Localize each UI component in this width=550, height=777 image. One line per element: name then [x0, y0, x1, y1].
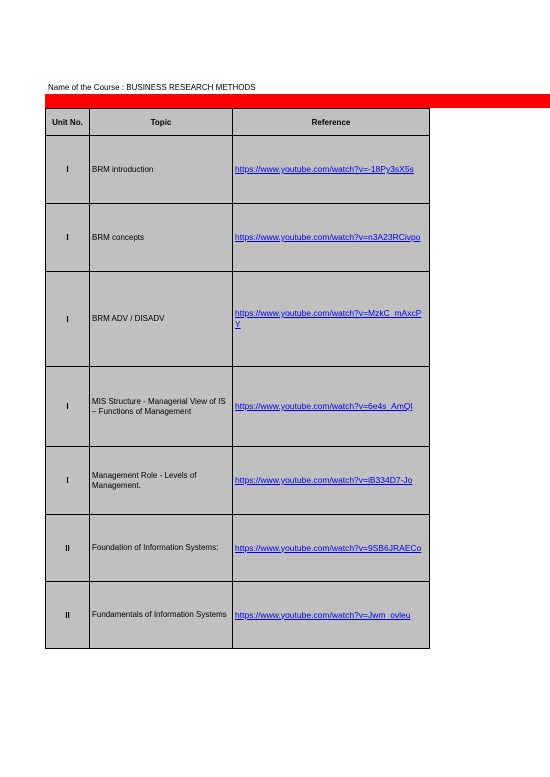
unit-cell: II — [46, 582, 90, 649]
reference-link[interactable]: https://www.youtube.com/watch?v=9SB6JRAECo — [235, 542, 422, 553]
table-row — [46, 582, 430, 649]
header-band — [45, 94, 550, 108]
header-reference: Reference — [233, 109, 430, 136]
table-row — [46, 272, 430, 367]
reference-cell — [233, 515, 430, 582]
topic-cell: Fundamentals of Information Systems — [90, 582, 233, 649]
unit-cell: I — [46, 367, 90, 447]
table-row — [46, 136, 430, 204]
table-row — [46, 367, 430, 447]
unit-cell: I — [46, 272, 90, 367]
reference-link[interactable]: https://www.youtube.com/watch?v=n3A23RCivpo — [235, 232, 421, 242]
table-row — [46, 204, 430, 272]
reference-cell — [233, 582, 430, 649]
header-row — [46, 109, 430, 136]
unit-cell: II — [46, 515, 90, 582]
topic-cell: Foundation of Information Systems: — [90, 515, 233, 582]
topic-cell: Management Role - Levels of Management. — [90, 447, 233, 515]
reference-link[interactable]: https://www.youtube.com/watch?v=6e4s_AmQl — [235, 401, 413, 411]
course-name: Name of the Course : BUSINESS RESEARCH METHODS — [48, 83, 256, 92]
unit-cell: I — [46, 447, 90, 515]
topic-cell: BRM ADV / DISADV — [90, 272, 233, 367]
reference-cell — [233, 272, 430, 367]
header-unit: Unit No. — [46, 109, 90, 136]
topics-table — [45, 108, 430, 649]
unit-cell: I — [46, 136, 90, 204]
table-row — [46, 515, 430, 582]
reference-link[interactable]: https://www.youtube.com/watch?v=MzkC_mAxcPY — [235, 308, 422, 329]
topic-cell: BRM introduction — [90, 136, 233, 204]
reference-link[interactable]: https://www.youtube.com/watch?v=-18Py3sX5s — [235, 164, 414, 174]
table-row — [46, 447, 430, 515]
topic-cell: BRM concepts — [90, 204, 233, 272]
reference-link[interactable]: https://www.youtube.com/watch?v=iB334D7-Jo — [235, 475, 413, 485]
unit-cell: I — [46, 204, 90, 272]
reference-cell — [233, 447, 430, 515]
reference-link[interactable]: https://www.youtube.com/watch?v=Jwm_ovleu — [235, 609, 411, 620]
reference-cell — [233, 136, 430, 204]
reference-cell — [233, 367, 430, 447]
reference-cell — [233, 204, 430, 272]
topic-cell: MIS Structure - Managerial View of IS – Functions of Management — [90, 367, 233, 447]
header-topic: Topic — [90, 109, 233, 136]
